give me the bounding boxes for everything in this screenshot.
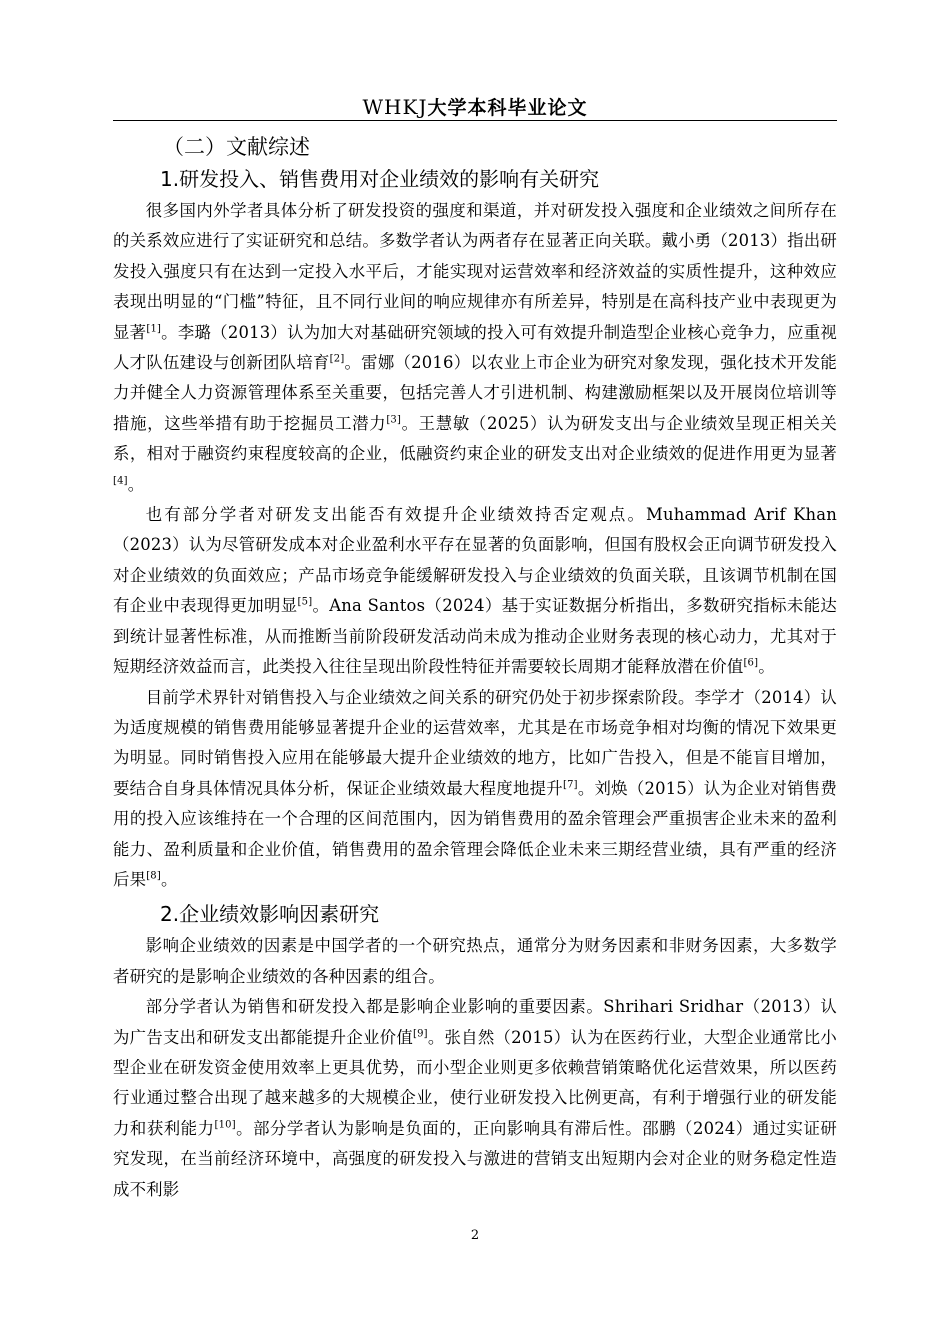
text-run: 。张自然（2015）认为在医药行业，大型企业通常比小型企业在研发资金使用效率上更具优势，而小型企业则更多依赖营销策略优化运营效果，所以医药行业通过整合出现了越来越多的大规模企业，使行业研发投入比例更高，有利于增强行业的研发能力和获利能力 (113, 1027, 837, 1138)
paragraph (113, 683, 837, 896)
text-run: 。 (758, 657, 775, 677)
citation-ref: [8] (146, 870, 161, 882)
text-run: 部分学者认为销售和研发投入都是影响企业影响的重要因素。Shrihari Sridhar（2013）认为广告支出和研发支出都能提升企业价值 (113, 997, 837, 1047)
text-run: 。王慧敏（2025）认为研发支出与企业绩效呈现正相关关系，相对于融资约束程度较高的企业，低融资约束企业的研发支出对企业绩效的促进作用更为显著 (113, 413, 837, 464)
paragraph (113, 500, 837, 682)
page-body (113, 132, 837, 1205)
header-rule (113, 120, 837, 121)
text-run: 。部分学者认为影响是负面的，正向影响具有滞后性。邵鹏（2024）通过实证研究发现，在当前经济环境中，高强度的研发投入与激进的营销支出短期内会对企业的财务稳定性造成不利影 (113, 1118, 837, 1199)
paragraph (113, 992, 837, 1205)
text-run: 。 (127, 474, 145, 494)
page-header (113, 94, 837, 121)
citation-ref: [7] (562, 779, 578, 791)
text-run: 。 (160, 869, 178, 889)
text-run: 也有部分学者对研发支出能否有效提升企业绩效持否定观点。Muhammad Arif Khan（2023）认为尽管研发成本对企业盈利水平存在显著的负面影响，但国有股权会正向调节研发投入对企业绩效的负面效应；产品市场竞争能缓解研发投入与企业绩效的负面关联，且该调节机制在国有企业中表现得更加明显 (113, 505, 837, 616)
subsection-title-2: 2.企业绩效影响因素研究 (160, 902, 380, 927)
citation-ref: [2] (329, 353, 345, 365)
citation-ref: [1] (146, 323, 162, 335)
citation-ref: [10] (214, 1119, 236, 1131)
text-run: 很多国内外学者具体分析了研发投资的强度和渠道，并对研发投入强度和企业绩效之间所存在的关系效应进行了实证研究和总结。多数学者认为两者存在显著正向关联。戴小勇（2013）指出研发投入强度只有在达到一定投入水平后，才能实现对运营效率和经济效益的实质性提升，这种效应表现出明显的“门槛”特征，且不同行业间的响应规律亦有所差异，特别是在高科技产业中表现更为显著 (113, 201, 837, 342)
paragraph (113, 931, 837, 992)
citation-ref: [5] (297, 596, 313, 608)
page-number: 2 (470, 1228, 480, 1243)
citation-ref: [9] (412, 1028, 428, 1040)
paragraph (113, 196, 837, 500)
subsection-title-1: 1.研发投入、销售费用对企业绩效的影响有关研究 (160, 167, 600, 191)
citation-ref: [6] (743, 657, 759, 669)
text-run: 。李璐（2013）认为加大对基础研究领域的投入可有效提升制造型企业核心竞争力，应重视人才队伍建设与创新团队培育 (113, 322, 837, 373)
header-prefix: WHKJ (362, 95, 428, 119)
text-run: 影响企业绩效的因素是中国学者的一个研究热点，通常分为财务因素和非财务因素，大多数学者研究的是影响企业绩效的各种因素的组合。 (113, 936, 837, 986)
header-title: 大学本科毕业论文 (427, 97, 588, 119)
text-run: 。Ana Santos（2024）基于实证数据分析指出，多数研究指标未能达到统计显著性标准，从而推断当前阶段研发活动尚未成为推动企业财务表现的核心动力，尤其对于短期经济效益而言，此类投入往往呈现出阶段性特征并需要较长周期才能释放潜在价值 (113, 596, 837, 677)
citation-ref: [3] (386, 414, 402, 426)
text-run: 。雷娜（2016）以农业上市企业为研究对象发现，强化技术开发能力并健全人力资源管理体系至关重要，包括完善人才引进机制、构建激励框架以及开展岗位培训等措施，这些举措有助于挖掘员工潜力 (113, 353, 837, 433)
text-run: 目前学术界针对销售投入与企业绩效之间关系的研究仍处于初步探索阶段。李学才（2014）认为适度规模的销售费用能够显著提升企业的运营效率，尤其是在市场竞争相对均衡的情况下效果更为明显。同时销售投入应用在能够最大提升企业绩效的地方，比如广告投入，但是不能盲目增加，要结合自身具体情况具体分析，保证企业绩效最大程度地提升 (113, 687, 837, 798)
citation-ref: [4] (113, 475, 128, 487)
text-run: 。刘焕（2015）认为企业对销售费用的投入应该维持在一个合理的区间范围内，因为销售费用的盈余管理会严重损害企业未来的盈利能力、盈利质量和企业价值，销售费用的盈余管理会降低企业未来三期经营业绩，具有严重的经济后果 (113, 778, 837, 889)
section-title: （二）文献综述 (163, 135, 310, 159)
